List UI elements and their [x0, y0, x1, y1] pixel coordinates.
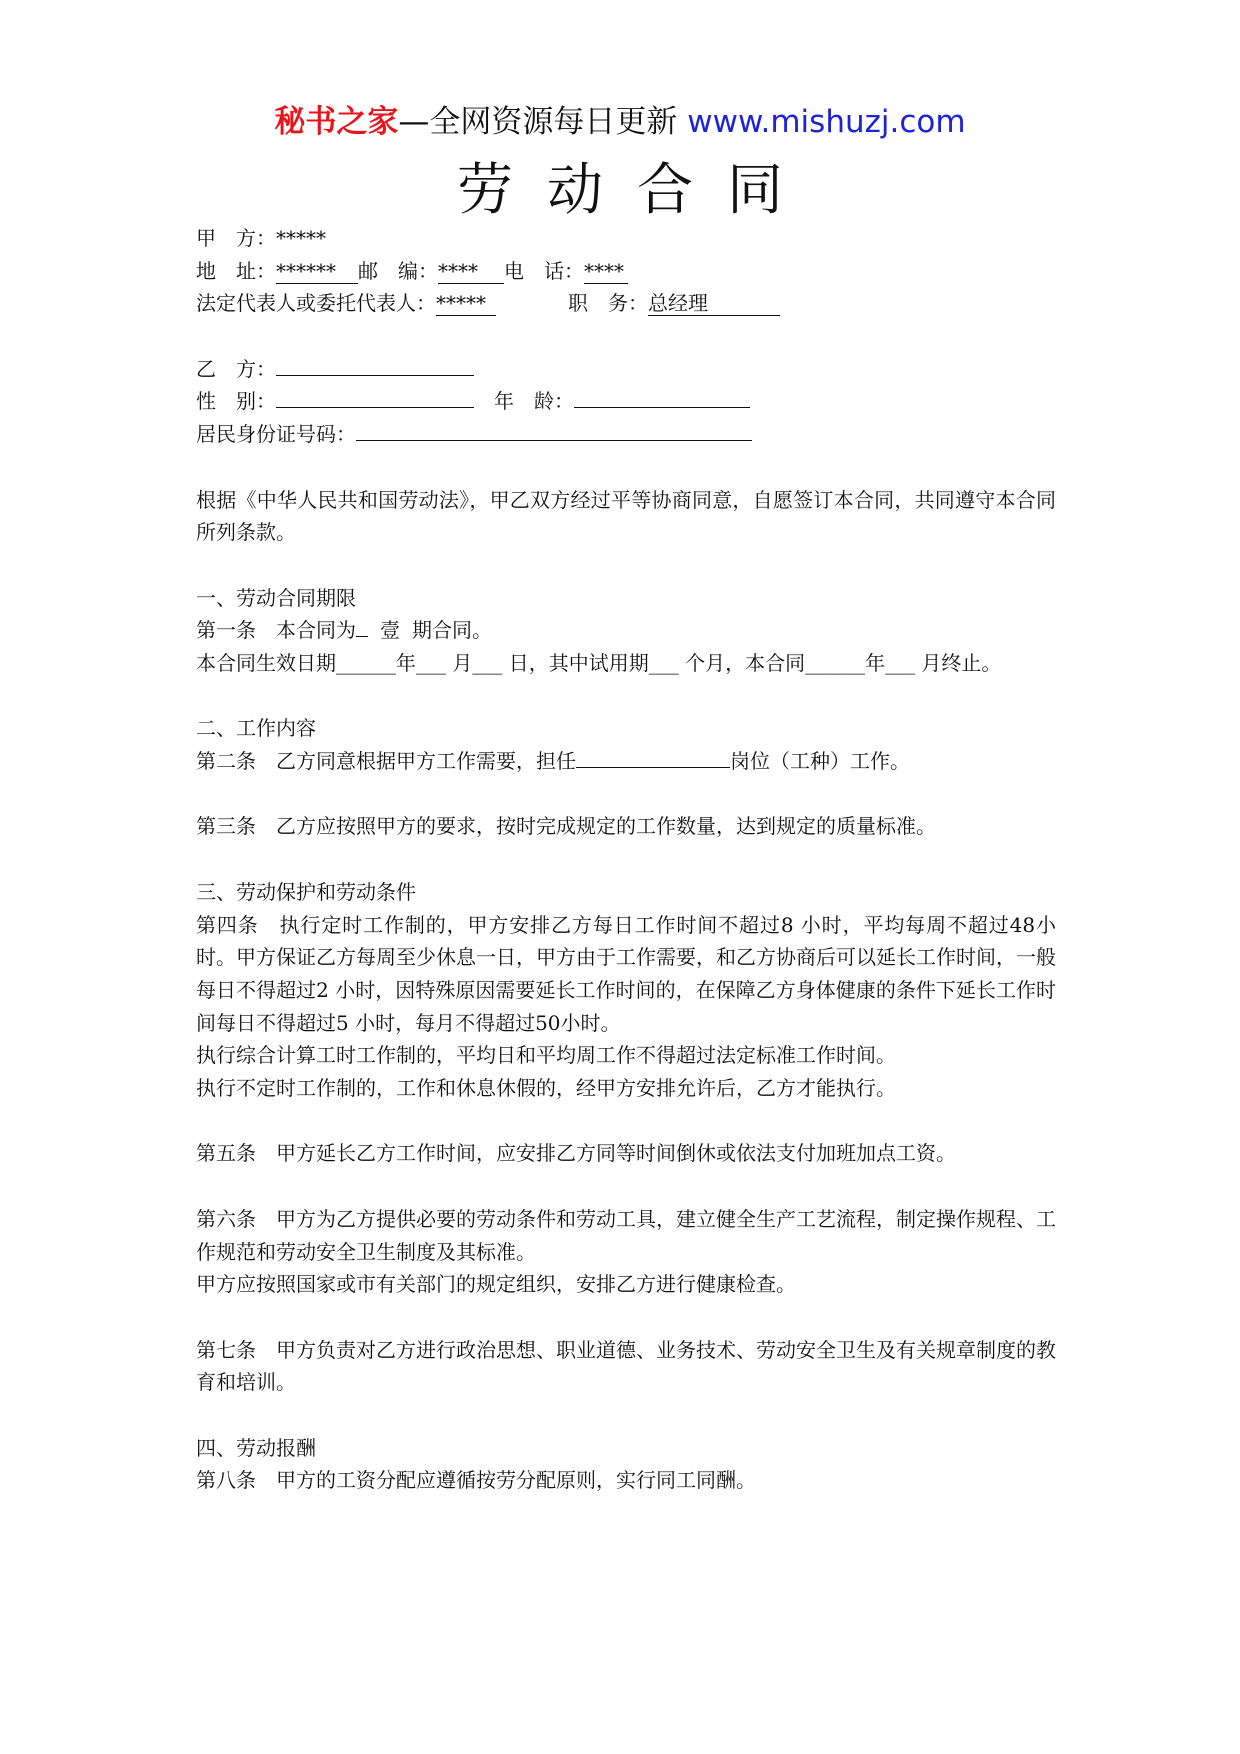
section-2-heading: 二、工作内容 [196, 716, 316, 741]
banner-slogan: —全网资源每日更新 [398, 104, 688, 140]
article-6-health: 甲方应按照国家或市有关部门的规定组织，安排乙方进行健康检查。 [196, 1272, 796, 1297]
post-blank[interactable] [576, 767, 730, 768]
id-label: 居民身份证号码： [196, 422, 356, 447]
banner-brand: 秘书之家 [274, 104, 399, 140]
party-b-id-row [196, 418, 1056, 451]
gender-label: 性 别： [196, 389, 276, 414]
article-1 [196, 614, 1056, 647]
age-label: 年 龄： [494, 389, 574, 414]
age-blank[interactable] [574, 407, 750, 408]
article-1-blank-a [356, 636, 368, 637]
intro-paragraph: 根据《中华人民共和国劳动法》，甲乙双方经过平等协商同意，自愿签订本合同，共同遵守本合同所列条款。 [196, 487, 1056, 545]
article-2 [196, 745, 1056, 778]
party-a-name-value: ***** [276, 226, 326, 250]
article-3: 第三条 乙方应按照甲方的要求，按时完成规定的工作数量，达到规定的质量标准。 [196, 814, 936, 839]
postcode-value: **** [438, 259, 504, 284]
representative-label: 法定代表人或委托代表人： [196, 291, 436, 316]
party-a-name-label: 甲 方： [196, 226, 276, 250]
party-a-name-row [196, 222, 1056, 255]
phone-label: 电 话： [504, 258, 584, 283]
article-4-flexible: 执行不定时工作制的，工作和休息休假的，经甲方安排允许后，乙方才能执行。 [196, 1076, 896, 1101]
site-banner [0, 100, 1240, 144]
gender-blank[interactable] [276, 407, 474, 408]
representative-value: ***** [436, 291, 496, 316]
article-1-suffix: 期合同。 [412, 618, 492, 643]
section-1-heading: 一、劳动合同期限 [196, 585, 356, 610]
article-1-term: 本合同生效日期______年___ 月___ 日，其中试用期___ 个月，本合同______年___ 月终止。 [196, 650, 1002, 675]
section-3-heading: 三、劳动保护和劳动条件 [196, 879, 416, 904]
representative-row [196, 287, 1056, 320]
address-value: ****** [276, 259, 358, 284]
postcode-label: 邮 编： [358, 258, 438, 283]
party-b-name-label: 乙 方： [196, 356, 276, 381]
article-5: 第五条 甲方延长乙方工作时间，应安排乙方同等时间倒休或依法支付加班加点工资。 [196, 1141, 956, 1166]
position-value: 总经理 [648, 291, 780, 316]
article-2-suffix: 岗位（工种）工作。 [730, 749, 910, 774]
party-b-name-row [196, 353, 1056, 386]
article-6: 第六条 甲方为乙方提供必要的劳动条件和劳动工具，建立健全生产工艺流程，制定操作规程、工作规范和劳动安全卫生制度及其标准。 [196, 1206, 1056, 1264]
article-2-prefix: 第二条 乙方同意根据甲方工作需要，担任 [196, 749, 576, 774]
article-1-prefix: 第一条 本合同为 [196, 618, 356, 643]
id-blank[interactable] [356, 440, 752, 441]
party-a-address-row [196, 255, 1056, 288]
article-1-value: 壹 [380, 618, 400, 643]
party-b-gender-row [196, 385, 1056, 418]
article-8: 第八条 甲方的工资分配应遵循按劳分配原则，实行同工同酬。 [196, 1468, 756, 1493]
document-title: 劳动合同 [457, 158, 817, 223]
section-4-heading: 四、劳动报酬 [196, 1435, 316, 1460]
article-4-comprehensive: 执行综合计算工时工作制的，平均日和平均周工作不得超过法定标准工作时间。 [196, 1043, 896, 1068]
position-label: 职 务： [568, 291, 648, 316]
article-7: 第七条 甲方负责对乙方进行政治思想、职业道德、业务技术、劳动安全卫生及有关规章制度的教育和培训。 [196, 1337, 1056, 1395]
contract-body [196, 222, 1056, 1497]
address-label: 地 址： [196, 258, 276, 283]
article-4: 第四条 执行定时工作制的，甲方安排乙方每日工作时间不超过8 小时，平均每周不超过48小时。甲方保证乙方每周至少休息一日，甲方由于工作需要，和乙方协商后可以延长工作时间，一般每日不得超过2 小时，因特殊原因需要延长工作时间的，在保障乙方身体健康的条件下延长工作时间每日不得超过5 小时，每月不得超过50小时。 [196, 912, 1056, 1035]
phone-value: **** [584, 259, 628, 284]
party-b-name-blank[interactable] [276, 375, 474, 376]
banner-url-link[interactable]: www.mishuzj.com [687, 104, 966, 140]
